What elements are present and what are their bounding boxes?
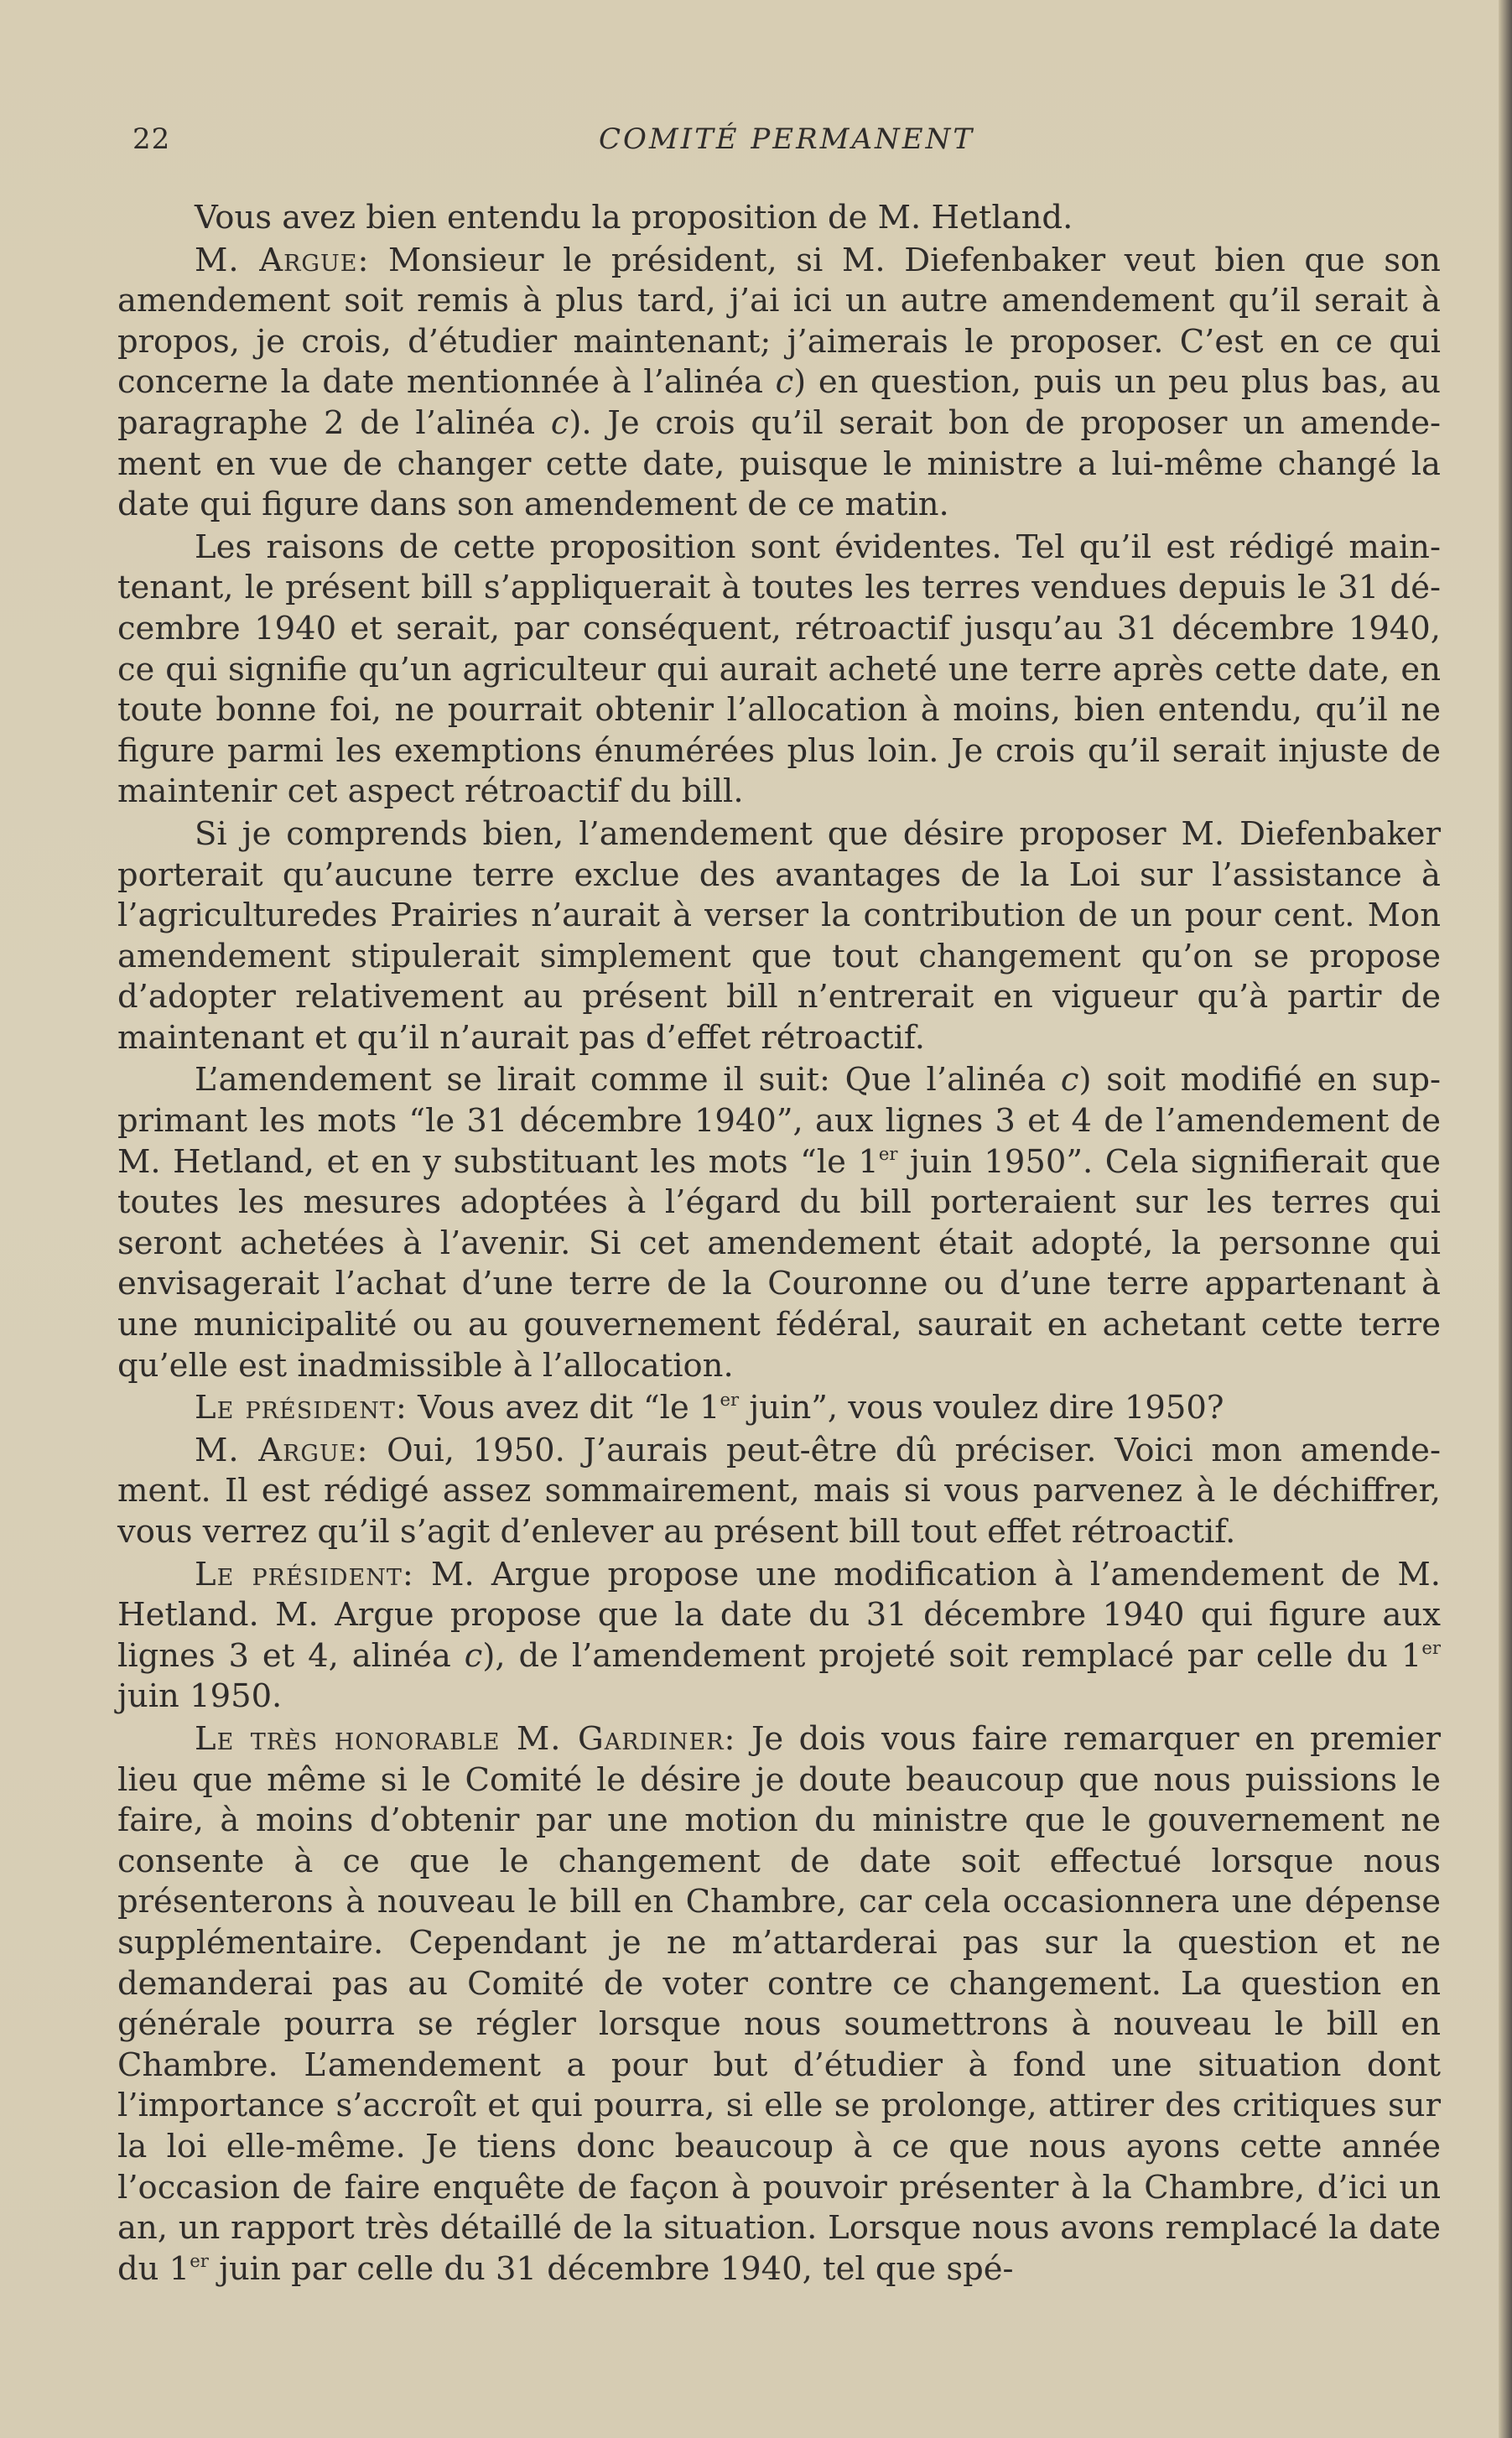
paragraph <box>117 1719 1441 2290</box>
superscript: er <box>720 1389 740 1411</box>
text-run: M. Argue propose une modification à l’amendement de M. Hetland. M. Argue propose que la date du 31 décembre 1940 qui figure aux lignes 3 et 4, alinéa <box>117 1555 1441 1675</box>
text-run: Oui, 1950. J’aurais peut-être dû préciser. Voici mon amendement. Il est rédigé assez sommairement, mais si vous parvenez à le déchiffrer, vous verrez qu’il s’agit d’enlever au présent bill tout effet rétroactif. <box>117 1431 1441 1551</box>
text-run: juin”, vous voulez dire 1950? <box>739 1389 1224 1427</box>
paragraph <box>117 198 1441 239</box>
paragraph <box>117 528 1441 813</box>
paragraph <box>117 1388 1441 1429</box>
text-run: Monsieur le président, si M. Diefenbaker veut bien que son amendement soit remis à plus tard, j’ai ici un autre amendement qu’il serait à propos, je crois, d’étudier maintenant; j’aimerais le proposer. C’est en ce qui concerne la date mentionnée à l’alinéa <box>117 241 1441 402</box>
text-run: ) en question, puis un peu plus bas, au paragraphe 2 de l’alinéa <box>117 363 1441 442</box>
page-header <box>132 122 1441 163</box>
text-run: ) soit modifié en supprimant les mots “le 31 décembre 1940”, aux lignes 3 et 4 de l’amendement de M. Hetland, et en y substituant les mots “le 1 <box>117 1061 1441 1181</box>
text-run: L’amendement se lirait comme il suit: Que l’alinéa <box>195 1061 1061 1099</box>
superscript: er <box>190 2249 209 2271</box>
text-run: ). Je crois qu’il serait bon de proposer un amendement en vue de changer cette date, puisque le ministre a lui-même changé la date qui figure dans son amendement de ce matin. <box>117 403 1441 524</box>
paragraph <box>117 1060 1441 1386</box>
superscript: er <box>1421 1636 1441 1658</box>
paragraph <box>117 241 1441 526</box>
italic-text: c <box>775 363 794 402</box>
superscript: er <box>878 1142 898 1164</box>
text-run: juin par celle du 31 décembre 1940, tel que spé- <box>208 2249 1014 2288</box>
italic-text: c <box>464 1636 483 1675</box>
text-run: Vous avez dit “le 1 <box>407 1389 720 1427</box>
italic-text: c <box>550 403 569 442</box>
speaker-name: Le président: <box>195 1389 408 1427</box>
paragraph <box>117 1555 1441 1718</box>
page-number: 22 <box>132 122 171 156</box>
running-title: COMITÉ PERMANENT <box>598 122 975 156</box>
speaker-name: M. Argue: <box>195 1431 369 1469</box>
text-run: Les raisons de cette proposition sont évidentes. Tel qu’il est rédigé maintenant, le présent bill s’appliquerait à toutes les terres vendues depuis le 31 décembre 1940 et serait, par conséquent, rétroactif jusqu’au 31 décembre 1940, ce qui signifie qu’un agriculteur qui aurait acheté une terre après cette date, en toute bonne foi, ne pourrait obtenir l’allocation à moins, bien entendu, qu’il ne figure parmi les exemptions énumérées plus loin. Je crois qu’il serait injuste de maintenir cet aspect rétroactif du bill. <box>117 528 1441 811</box>
text-run: Je dois vous faire remarquer en premier lieu que même si le Comité le désire je doute beaucoup que nous puissions le faire, à moins d’obtenir par une motion du ministre que le gouvernement ne consente à ce que le changement de date soit effectué lorsque nous présenterons à nouveau le bill en Chambre, car cela occasionnera une dépense supplémentaire. Cependant je ne m’attarderai pas sur la question et ne demanderai pas au Comité de voter contre ce changement. La question en générale pourra se régler lorsque nous soumettrons à nouveau le bill en Chambre. L’amendement a pour but d’étudier à fond une situation dont l’importance s’accroît et qui pourra, si elle se prolonge, attirer des critiques sur la loi elle-même. Je tiens donc beaucoup à ce que nous ayons cette année l’occasion de faire enquête de façon à pouvoir présenter à la Chambre, d’ici un an, un rapport très détaillé de la situation. Lorsque nous avons remplacé la date du 1 <box>117 1719 1441 2288</box>
text-run: Vous avez bien entendu la proposition de M. Hetland. <box>195 199 1073 237</box>
speaker-name: Le président: <box>195 1555 414 1593</box>
binding-edge-shadow <box>1499 0 1512 2438</box>
speaker-name: M. Argue: <box>195 241 370 279</box>
body-text <box>117 198 1441 2290</box>
speaker-name: Le très honorable M. Gardiner: <box>195 1719 736 1758</box>
text-run: juin 1950. <box>117 1677 283 1716</box>
text-run: Si je comprends bien, l’amendement que désire proposer M. Diefenbaker porterait qu’aucune terre exclue des avantages de la Loi sur l’assistance à l’agriculturedes Prairies n’aurait à verser la contribution de un pour cent. Mon amendement stipulerait simplement que tout changement qu’on se propose d’adopter relativement au présent bill n’entrerait en vigueur qu’à partir de maintenant et qu’il n’aurait pas d’effet rétroactif. <box>117 814 1441 1057</box>
paragraph <box>117 1431 1441 1553</box>
text-run: juin 1950”. Cela signifierait que toutes les mesures adoptées à l’égard du bill porteraient sur les terres qui seront achetées à l’avenir. Si cet amendement était adopté, la personne qui envisagerait l’achat d’une terre de la Couronne ou d’une terre appartenant à une municipalité ou au gouvernement fédéral, saurait en achetant cette terre qu’elle est inadmissible à l’allocation. <box>117 1142 1441 1385</box>
italic-text: c <box>1060 1061 1079 1099</box>
text-run: ), de l’amendement projeté soit remplacé par celle du 1 <box>482 1636 1422 1675</box>
paragraph <box>117 814 1441 1059</box>
